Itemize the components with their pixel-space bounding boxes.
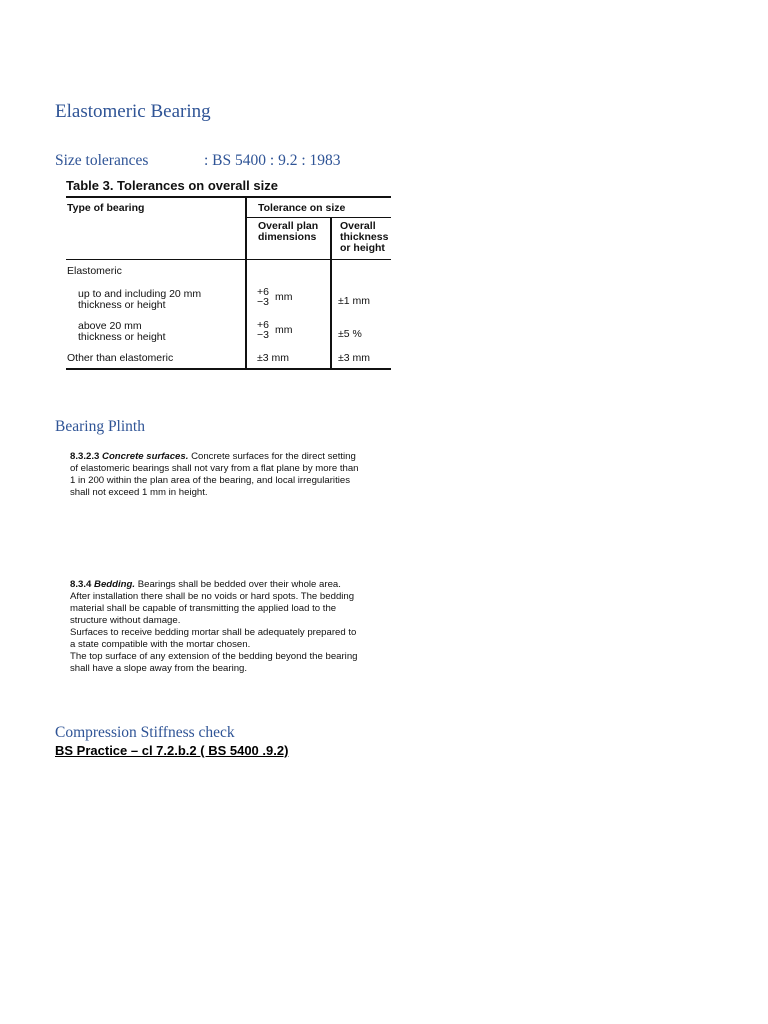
- table-header-divider: [245, 217, 391, 218]
- header-type-of-bearing: Type of bearing: [67, 202, 145, 214]
- header-plan-dimensions-2: dimensions: [258, 231, 317, 243]
- row1-plan-minus: −3: [257, 296, 269, 308]
- row2-plan-unit: mm: [275, 324, 293, 336]
- clause-8-3-2-3-text: Concrete surfaces for the direct setting of elastomeric bearings shall not vary from a flat plane by more than 1 in 200 within the plan area of the bearing, and local irregularities shall not exceed 1 mm in height.: [70, 451, 359, 498]
- table-top-rule: [66, 196, 391, 198]
- row3-plan-tolerance: ±3 mm: [257, 352, 290, 364]
- header-thickness-2: thickness: [340, 231, 389, 243]
- clause-8-3-4-text-3: The top surface of any extension of the bedding beyond the bearing shall have a slope away from the bearing.: [70, 651, 358, 674]
- row2-label-line1: above 20 mm: [78, 320, 142, 332]
- row1-plan-tolerance: [257, 286, 293, 308]
- row3-label: Other than elastomeric: [67, 352, 174, 364]
- size-tolerances-label: Size tolerances: [55, 152, 149, 169]
- header-thickness-3: or height: [340, 242, 385, 254]
- row2-label-line2: thickness or height: [78, 331, 166, 343]
- document-title: Elastomeric Bearing: [55, 101, 211, 122]
- clause-8-3-2-3-title: Concrete surfaces.: [102, 451, 189, 462]
- row2-plan-plus: +6: [257, 319, 269, 331]
- row2-thickness-tolerance: ±5 %: [338, 328, 362, 340]
- header-plan-dimensions-1: Overall plan: [258, 220, 319, 232]
- size-tolerances-heading: [55, 152, 341, 170]
- header-thickness-1: Overall: [340, 220, 376, 232]
- row1-label-line2: thickness or height: [78, 299, 166, 311]
- clause-8-3-4-title: Bedding.: [94, 579, 136, 590]
- table-header-bottom-rule: [66, 259, 391, 260]
- row2-plan-tolerance: [257, 319, 293, 341]
- row1-label-line1: up to and including 20 mm: [78, 288, 202, 300]
- table-column-divider: [245, 196, 247, 369]
- row1-plan-unit: mm: [275, 291, 293, 303]
- bs-practice-reference: BS Practice – cl 7.2.b.2 ( BS 5400 .9.2): [55, 743, 289, 758]
- table-caption: Table 3. Tolerances on overall size: [66, 178, 278, 193]
- clause-8-3-4: [70, 579, 360, 675]
- row1-plan-plus: +6: [257, 286, 269, 298]
- clause-8-3-4-text-2: Surfaces to receive bedding mortar shall be adequately prepared to a state compatible with the mortar chosen.: [70, 627, 357, 650]
- clause-8-3-2-3-number: 8.3.2.3: [70, 451, 100, 462]
- tolerances-table: [66, 196, 391, 370]
- clause-8-3-4-text: Bearings shall be bedded over their whole area. After installation there shall be no voids or hard spots. The bedding material shall be capable of transmitting the applied load to the structure without damage.: [70, 579, 355, 626]
- table-subcolumn-divider: [330, 217, 332, 369]
- row3-thickness-tolerance: ±3 mm: [338, 352, 371, 364]
- header-tolerance-on-size: Tolerance on size: [258, 202, 346, 214]
- table-bottom-rule: [66, 368, 391, 370]
- clause-8-3-4-number: 8.3.4: [70, 579, 92, 590]
- compression-stiffness-heading: Compression Stiffness check: [55, 724, 235, 741]
- size-tolerances-standard: : BS 5400 : 9.2 : 1983: [204, 152, 341, 169]
- clause-8-3-2-3: [70, 451, 360, 499]
- row1-thickness-tolerance: ±1 mm: [338, 295, 371, 307]
- bearing-plinth-heading: Bearing Plinth: [55, 418, 145, 435]
- group-elastomeric: Elastomeric: [67, 265, 122, 277]
- row2-plan-minus: −3: [257, 329, 269, 341]
